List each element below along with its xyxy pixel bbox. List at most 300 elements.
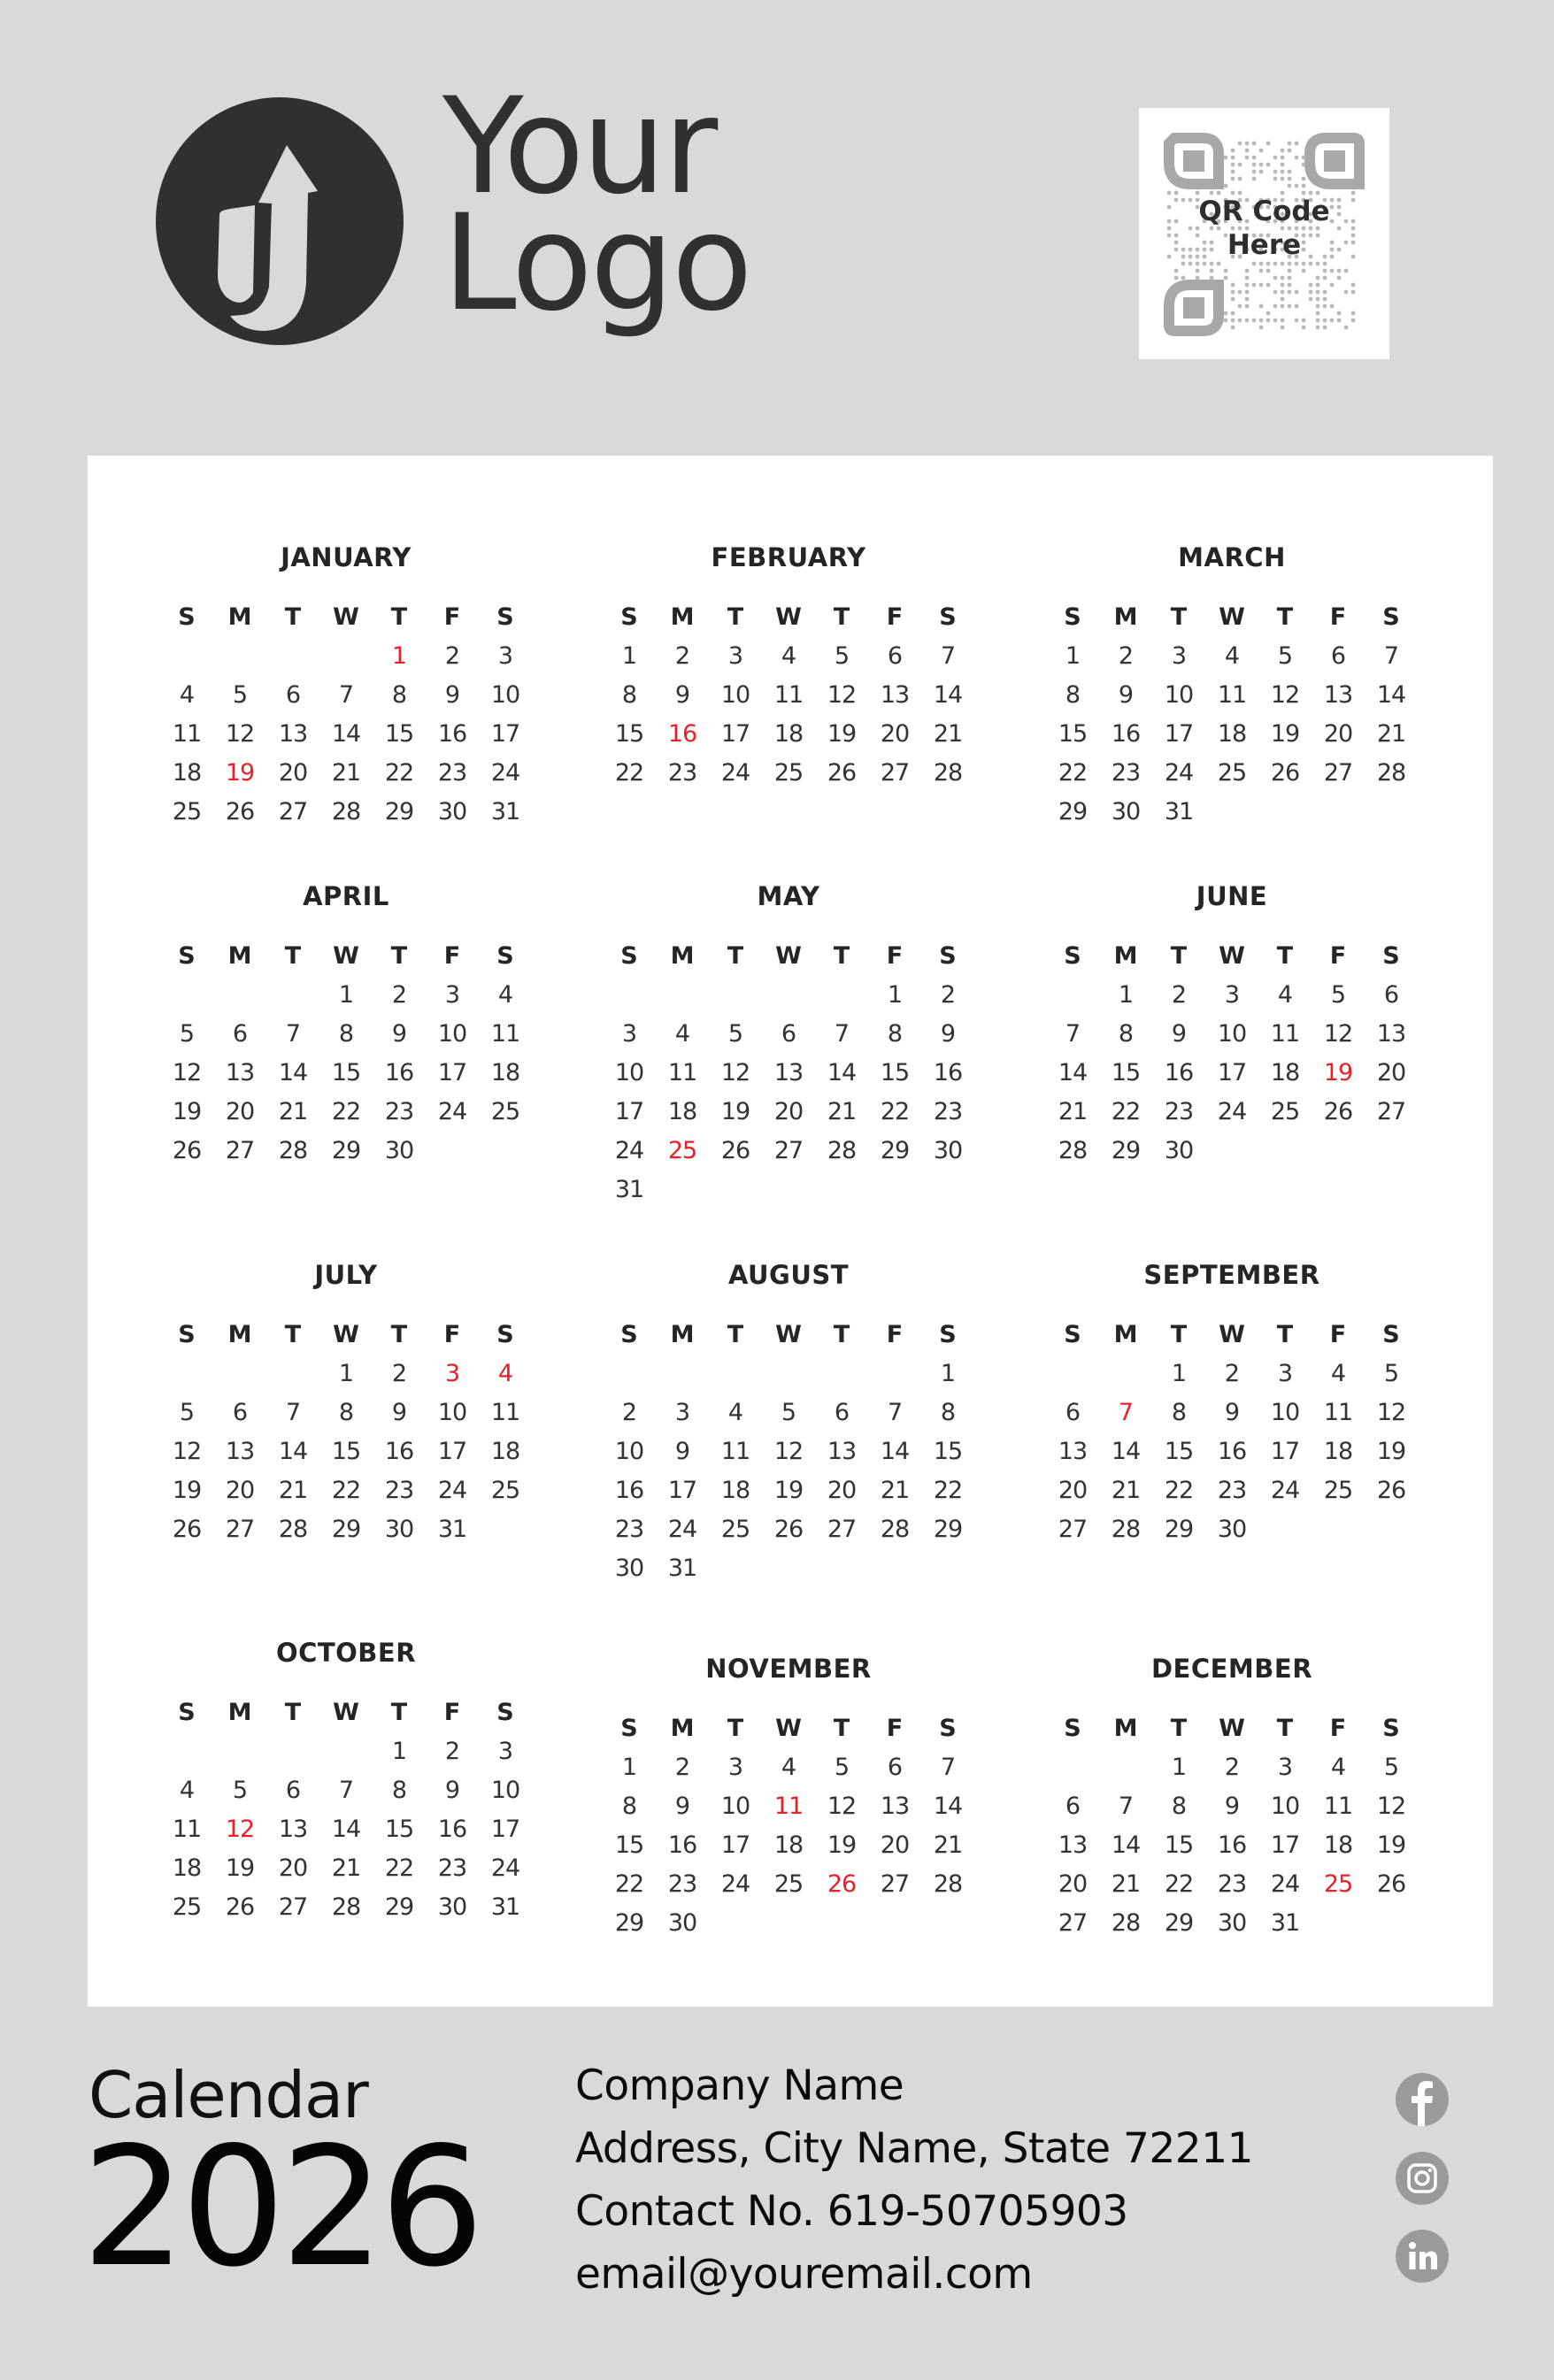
month-title: APRIL (303, 881, 389, 911)
month-august (603, 1257, 974, 1588)
day-cell: 1 (338, 1360, 354, 1387)
day-cell: 28 (1376, 759, 1406, 787)
day-cell: 11 (720, 1438, 750, 1465)
weekday-header: S (939, 1321, 957, 1348)
day-cell: 5 (179, 1020, 195, 1048)
day-cell: 4 (1330, 1360, 1346, 1387)
month-grid (160, 598, 532, 832)
month-grid (603, 937, 974, 1209)
linkedin-icon (1396, 2230, 1449, 2283)
day-cell: 1 (1171, 1360, 1187, 1387)
day-cell: 20 (880, 720, 910, 748)
day-cell: 13 (278, 1816, 308, 1843)
month-title: FEBRUARY (711, 542, 866, 572)
day-cell: 29 (384, 798, 414, 825)
month-title: JANUARY (281, 542, 412, 572)
weekday-header: M (227, 1321, 252, 1348)
weekday-header: T (833, 942, 850, 970)
day-cell: 28 (827, 1137, 857, 1164)
day-cell: 28 (331, 1893, 361, 1921)
weekday-header: S (1064, 1715, 1081, 1742)
day-cell: 19 (773, 1477, 804, 1504)
day-cell: 14 (331, 1816, 361, 1843)
day-cell: 20 (773, 1098, 804, 1125)
weekday-header: W (775, 1715, 802, 1742)
weekday-header: T (833, 1321, 850, 1348)
weekday-header: F (886, 1715, 904, 1742)
facebook-button[interactable] (1396, 2073, 1449, 2126)
day-cell: 14 (331, 720, 361, 748)
empty-day-cell (762, 976, 815, 1015)
day-cell: 19 (827, 720, 857, 748)
day-cell: 19 (172, 1098, 202, 1125)
day-cell: 8 (621, 1793, 637, 1820)
day-cell: 21 (1376, 720, 1406, 748)
day-cell: 31 (490, 798, 520, 825)
day-cell: 28 (1111, 1909, 1141, 1937)
day-cell: 17 (720, 720, 750, 748)
day-cell: 22 (331, 1477, 361, 1504)
weekday-header: W (1219, 1715, 1245, 1742)
weekday-header: S (178, 942, 196, 970)
weekday-header: T (284, 942, 302, 970)
day-cell: 22 (614, 759, 644, 787)
day-cell: 30 (614, 1555, 644, 1582)
day-cell: 26 (1270, 759, 1300, 787)
weekday-header: W (1219, 603, 1245, 631)
day-cell: 26 (773, 1516, 804, 1543)
empty-day-cell (160, 637, 213, 676)
day-cell: 13 (1323, 681, 1353, 709)
day-cell: 2 (940, 981, 956, 1009)
day-cell: 30 (1217, 1909, 1247, 1937)
day-cell: 29 (331, 1137, 361, 1164)
day-cell: 11 (1323, 1399, 1353, 1426)
facebook-icon (1396, 2073, 1449, 2126)
weekday-header: F (443, 1321, 461, 1348)
day-cell: 28 (1111, 1516, 1141, 1543)
day-cell: 8 (391, 681, 407, 709)
day-cell: 18 (1270, 1059, 1300, 1086)
day-cell: 18 (490, 1438, 520, 1465)
day-cell: 21 (880, 1477, 910, 1504)
day-cell: 25 (490, 1477, 520, 1504)
day-cell: 7 (834, 1020, 850, 1048)
day-cell: 28 (278, 1137, 308, 1164)
day-cell: 26 (720, 1137, 750, 1164)
day-cell: 11 (490, 1020, 520, 1048)
day-cell: 12 (1270, 681, 1300, 709)
qr-code-placeholder (1139, 108, 1389, 359)
day-cell: 3 (727, 642, 743, 670)
day-cell: 5 (727, 1020, 743, 1048)
month-grid (603, 1709, 974, 1943)
weekday-header: T (390, 942, 408, 970)
day-cell: 18 (720, 1477, 750, 1504)
linkedin-button[interactable] (1396, 2230, 1449, 2283)
day-cell: 25 (1217, 759, 1247, 787)
weekday-header: S (178, 1699, 196, 1726)
day-cell: 10 (437, 1399, 467, 1426)
weekday-header: S (620, 1715, 638, 1742)
day-cell: 14 (1111, 1438, 1141, 1465)
holiday-day-cell: 19 (225, 759, 255, 787)
day-cell: 2 (1224, 1360, 1240, 1387)
weekday-header: W (1219, 1321, 1245, 1348)
day-cell: 15 (933, 1438, 963, 1465)
weekday-header: S (939, 1715, 957, 1742)
weekday-header: S (496, 603, 514, 631)
day-cell: 20 (827, 1477, 857, 1504)
day-cell: 21 (933, 1831, 963, 1859)
day-cell: 24 (490, 759, 520, 787)
calendar-year: 2026 (81, 2111, 480, 2303)
day-cell: 24 (720, 1870, 750, 1898)
day-cell: 2 (1118, 642, 1134, 670)
day-cell: 11 (490, 1399, 520, 1426)
day-cell: 16 (933, 1059, 963, 1086)
day-cell: 10 (490, 681, 520, 709)
day-cell: 8 (338, 1020, 354, 1048)
weekday-header: F (886, 1321, 904, 1348)
day-cell: 14 (1376, 681, 1406, 709)
empty-day-cell (1046, 976, 1099, 1015)
weekday-header: T (1276, 1321, 1294, 1348)
weekday-header: T (390, 1321, 408, 1348)
day-cell: 2 (444, 642, 460, 670)
day-cell: 30 (1217, 1516, 1247, 1543)
day-cell: 25 (490, 1098, 520, 1125)
day-cell: 31 (614, 1176, 644, 1203)
day-cell: 17 (437, 1059, 467, 1086)
day-cell: 24 (1270, 1870, 1300, 1898)
weekday-header: T (1170, 1715, 1188, 1742)
weekday-header: S (496, 1321, 514, 1348)
holiday-day-cell: 25 (667, 1137, 697, 1164)
weekday-header: M (1113, 603, 1138, 631)
weekday-header: S (496, 942, 514, 970)
day-cell: 27 (1376, 1098, 1406, 1125)
day-cell: 16 (1164, 1059, 1194, 1086)
day-cell: 12 (1376, 1399, 1406, 1426)
day-cell: 30 (384, 1516, 414, 1543)
day-cell: 1 (1065, 642, 1081, 670)
weekday-header: W (775, 1321, 802, 1348)
weekday-header: M (670, 1321, 695, 1348)
day-cell: 30 (437, 1893, 467, 1921)
day-cell: 24 (437, 1098, 467, 1125)
day-cell: 13 (1058, 1831, 1088, 1859)
day-cell: 15 (384, 720, 414, 748)
weekday-header: S (1382, 1321, 1400, 1348)
weekday-header: T (1276, 603, 1294, 631)
day-cell: 27 (225, 1137, 255, 1164)
day-cell: 16 (384, 1059, 414, 1086)
month-february (603, 540, 974, 793)
day-cell: 17 (1217, 1059, 1247, 1086)
contact-number: Contact No. 619-50705903 (575, 2187, 1128, 2236)
weekday-header: F (443, 1699, 461, 1726)
weekday-header: T (727, 603, 744, 631)
empty-day-cell (1046, 1748, 1099, 1787)
empty-day-cell (266, 637, 319, 676)
weekday-header: F (1329, 1321, 1347, 1348)
weekday-header: T (284, 603, 302, 631)
day-cell: 29 (1164, 1516, 1194, 1543)
day-cell: 7 (940, 1754, 956, 1781)
weekday-header: W (333, 603, 359, 631)
weekday-header: M (670, 603, 695, 631)
weekday-header: W (1219, 942, 1245, 970)
day-cell: 8 (887, 1020, 903, 1048)
month-title: JULY (314, 1260, 378, 1290)
weekday-header: S (1064, 942, 1081, 970)
day-cell: 20 (225, 1477, 255, 1504)
day-cell: 7 (285, 1399, 301, 1426)
day-cell: 18 (1217, 720, 1247, 748)
day-cell: 2 (674, 1754, 690, 1781)
day-cell: 23 (384, 1098, 414, 1125)
weekday-header: T (390, 1699, 408, 1726)
day-cell: 6 (285, 1777, 301, 1804)
day-cell: 15 (1058, 720, 1088, 748)
day-cell: 14 (278, 1438, 308, 1465)
day-cell: 8 (391, 1777, 407, 1804)
empty-day-cell (160, 1355, 213, 1393)
weekday-header: F (1329, 603, 1347, 631)
month-title: DECEMBER (1150, 1654, 1313, 1684)
day-cell: 12 (225, 720, 255, 748)
day-cell: 6 (1065, 1399, 1081, 1426)
day-cell: 28 (933, 1870, 963, 1898)
empty-day-cell (266, 1732, 319, 1771)
day-cell: 5 (232, 681, 248, 709)
weekday-header: M (1113, 1715, 1138, 1742)
day-cell: 26 (1376, 1870, 1406, 1898)
day-cell: 17 (1164, 720, 1194, 748)
day-cell: 23 (614, 1516, 644, 1543)
day-cell: 11 (172, 720, 202, 748)
weekday-header: T (1276, 942, 1294, 970)
day-cell: 7 (887, 1399, 903, 1426)
day-cell: 8 (338, 1399, 354, 1426)
day-cell: 22 (1111, 1098, 1141, 1125)
day-cell: 21 (1111, 1870, 1141, 1898)
day-cell: 16 (614, 1477, 644, 1504)
day-cell: 22 (384, 759, 414, 787)
day-cell: 8 (1171, 1399, 1187, 1426)
day-cell: 30 (384, 1137, 414, 1164)
day-cell: 1 (338, 981, 354, 1009)
instagram-icon (1396, 2152, 1449, 2205)
day-cell: 24 (490, 1854, 520, 1882)
email-address[interactable]: email@youremail.com (575, 2250, 1033, 2299)
month-grid (160, 937, 532, 1171)
month-title: OCTOBER (275, 1638, 417, 1668)
month-may (603, 879, 974, 1209)
weekday-header: S (496, 1699, 514, 1726)
weekday-header: S (178, 1321, 196, 1348)
day-cell: 30 (1164, 1137, 1194, 1164)
instagram-button[interactable] (1396, 2152, 1449, 2205)
empty-day-cell (656, 976, 709, 1015)
day-cell: 30 (1111, 798, 1141, 825)
day-cell: 8 (1171, 1793, 1187, 1820)
weekday-header: S (620, 603, 638, 631)
day-cell: 14 (278, 1059, 308, 1086)
day-cell: 3 (444, 981, 460, 1009)
day-cell: 9 (674, 1793, 690, 1820)
day-cell: 27 (1058, 1516, 1088, 1543)
day-cell: 4 (727, 1399, 743, 1426)
month-grid (160, 1693, 532, 1927)
day-cell: 29 (1111, 1137, 1141, 1164)
month-title: MARCH (1178, 542, 1286, 572)
weekday-header: T (284, 1321, 302, 1348)
day-cell: 10 (1270, 1399, 1300, 1426)
day-cell: 5 (1383, 1754, 1399, 1781)
weekday-header: F (1329, 1715, 1347, 1742)
day-cell: 25 (720, 1516, 750, 1543)
day-cell: 14 (827, 1059, 857, 1086)
day-cell: 15 (1164, 1831, 1194, 1859)
day-cell: 2 (391, 981, 407, 1009)
day-cell: 24 (720, 759, 750, 787)
arrow-u-logo-icon (156, 97, 404, 345)
day-cell: 20 (1058, 1477, 1088, 1504)
day-cell: 14 (1111, 1831, 1141, 1859)
month-grid (160, 1316, 532, 1549)
day-cell: 18 (773, 720, 804, 748)
weekday-header: S (178, 603, 196, 631)
day-cell: 1 (887, 981, 903, 1009)
day-cell: 2 (391, 1360, 407, 1387)
day-cell: 23 (667, 759, 697, 787)
day-cell: 7 (1118, 1793, 1134, 1820)
weekday-header: W (333, 942, 359, 970)
day-cell: 28 (278, 1516, 308, 1543)
weekday-header: S (1064, 1321, 1081, 1348)
day-cell: 18 (172, 1854, 202, 1882)
holiday-day-cell: 4 (497, 1360, 513, 1387)
day-cell: 25 (773, 1870, 804, 1898)
day-cell: 10 (490, 1777, 520, 1804)
day-cell: 5 (834, 1754, 850, 1781)
day-cell: 29 (331, 1516, 361, 1543)
day-cell: 26 (827, 759, 857, 787)
day-cell: 12 (827, 681, 857, 709)
empty-day-cell (213, 1355, 266, 1393)
day-cell: 3 (1277, 1360, 1293, 1387)
empty-day-cell (762, 1355, 815, 1393)
day-cell: 15 (331, 1438, 361, 1465)
day-cell: 5 (1330, 981, 1346, 1009)
empty-day-cell (815, 1355, 868, 1393)
month-march (1046, 540, 1418, 832)
day-cell: 13 (880, 1793, 910, 1820)
logo-text-line1: Your (442, 70, 716, 224)
day-cell: 12 (172, 1438, 202, 1465)
day-cell: 19 (225, 1854, 255, 1882)
day-cell: 11 (1270, 1020, 1300, 1048)
empty-day-cell (266, 1355, 319, 1393)
day-cell: 15 (880, 1059, 910, 1086)
day-cell: 9 (674, 681, 690, 709)
day-cell: 27 (1323, 759, 1353, 787)
day-cell: 6 (781, 1020, 796, 1048)
contact-block (575, 2061, 1253, 2313)
day-cell: 22 (331, 1098, 361, 1125)
day-cell: 21 (331, 1854, 361, 1882)
empty-day-cell (603, 1355, 656, 1393)
day-cell: 6 (232, 1020, 248, 1048)
day-cell: 25 (172, 798, 202, 825)
weekday-header: M (1113, 942, 1138, 970)
day-cell: 4 (1330, 1754, 1346, 1781)
day-cell: 9 (391, 1020, 407, 1048)
day-cell: 16 (667, 1831, 697, 1859)
month-april (160, 879, 532, 1171)
day-cell: 19 (172, 1477, 202, 1504)
holiday-day-cell: 26 (827, 1870, 857, 1898)
month-october (160, 1635, 532, 1927)
weekday-header: T (833, 1715, 850, 1742)
day-cell: 2 (444, 1738, 460, 1765)
day-cell: 9 (1171, 1020, 1187, 1048)
day-cell: 16 (1217, 1831, 1247, 1859)
day-cell: 30 (437, 798, 467, 825)
day-cell: 27 (278, 1893, 308, 1921)
day-cell: 3 (674, 1399, 690, 1426)
day-cell: 9 (391, 1399, 407, 1426)
month-june (1046, 879, 1418, 1171)
day-cell: 13 (225, 1438, 255, 1465)
day-cell: 19 (1270, 720, 1300, 748)
empty-day-cell (319, 637, 373, 676)
day-cell: 18 (667, 1098, 697, 1125)
day-cell: 26 (172, 1516, 202, 1543)
day-cell: 3 (497, 642, 513, 670)
weekday-header: T (390, 603, 408, 631)
day-cell: 12 (773, 1438, 804, 1465)
day-cell: 5 (1383, 1360, 1399, 1387)
day-cell: 23 (933, 1098, 963, 1125)
day-cell: 23 (437, 1854, 467, 1882)
day-cell: 13 (278, 720, 308, 748)
day-cell: 23 (1164, 1098, 1194, 1125)
day-cell: 15 (1164, 1438, 1194, 1465)
logo-badge (156, 97, 404, 345)
day-cell: 8 (1065, 681, 1081, 709)
weekday-header: T (727, 1321, 744, 1348)
empty-day-cell (266, 976, 319, 1015)
weekday-header: S (1382, 942, 1400, 970)
holiday-day-cell: 19 (1323, 1059, 1353, 1086)
day-cell: 10 (720, 1793, 750, 1820)
day-cell: 14 (880, 1438, 910, 1465)
day-cell: 12 (1323, 1020, 1353, 1048)
day-cell: 15 (384, 1816, 414, 1843)
calendar-panel (88, 456, 1493, 2007)
day-cell: 10 (614, 1438, 644, 1465)
day-cell: 29 (384, 1893, 414, 1921)
weekday-header: M (670, 1715, 695, 1742)
day-cell: 23 (667, 1870, 697, 1898)
day-cell: 15 (1111, 1059, 1141, 1086)
weekday-header: S (1382, 1715, 1400, 1742)
empty-day-cell (1099, 1748, 1152, 1787)
day-cell: 31 (1270, 1909, 1300, 1937)
